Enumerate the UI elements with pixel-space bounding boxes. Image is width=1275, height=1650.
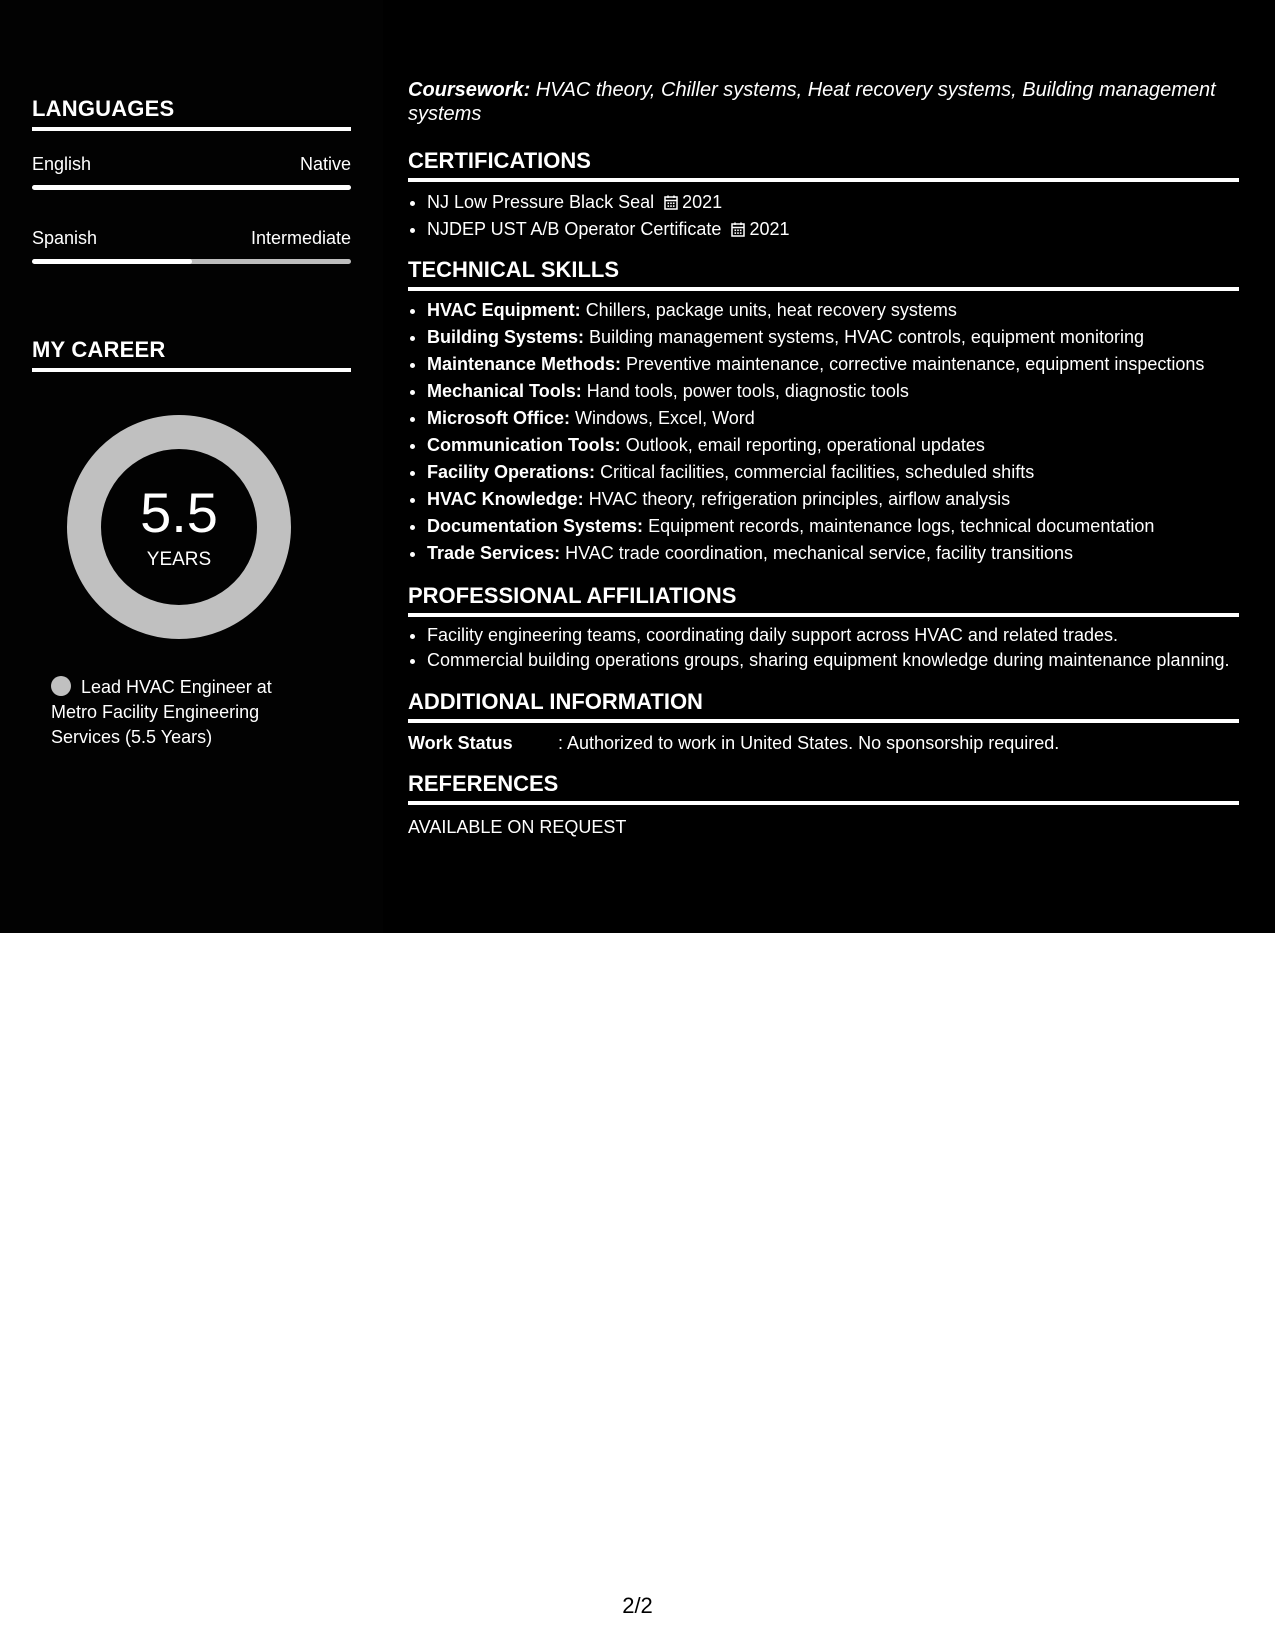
skill-item: [427, 351, 1239, 378]
skill-text: Chillers, package units, heat recovery systems: [585, 300, 957, 320]
additional-info-section: [408, 689, 1239, 755]
skill-item: [427, 324, 1239, 351]
career-entry-text: Lead HVAC Engineer at Metro Facility Engineering Services (5.5 Years): [51, 677, 272, 747]
certifications-list: [408, 189, 1239, 243]
skill-label: Documentation Systems:: [427, 516, 644, 536]
certification-name: NJ Low Pressure Black Seal: [427, 192, 655, 212]
language-bar-fill: [32, 259, 192, 264]
skill-text: Critical facilities, commercial facilities, scheduled shifts: [600, 462, 1035, 482]
references-section: [408, 771, 1239, 839]
certification-item: [427, 189, 1239, 216]
affiliations-list: [408, 623, 1239, 673]
career-years-unit: YEARS: [146, 549, 212, 570]
language-row-english: [32, 152, 351, 176]
skill-item: [427, 513, 1239, 540]
certification-year: 2021: [749, 219, 790, 239]
work-status-value: : Authorized to work in United States. No sponsorship required.: [558, 733, 1060, 753]
skill-text: Preventive maintenance, corrective maintenance, equipment inspections: [626, 354, 1205, 374]
affiliation-item: • Facility engineering teams, coordinating daily support across HVAC and related trades.: [427, 623, 1239, 648]
references-heading: REFERENCES: [408, 771, 1239, 805]
work-status-row: [408, 731, 1239, 755]
main-content: [408, 78, 1239, 839]
skill-label: Trade Services:: [427, 543, 561, 563]
technical-skills-heading: TECHNICAL SKILLS: [408, 257, 1239, 291]
certifications-heading: CERTIFICATIONS: [408, 148, 1239, 182]
skill-text: Hand tools, power tools, diagnostic tools: [586, 381, 909, 401]
skill-item: [427, 459, 1239, 486]
technical-skills-list: [408, 297, 1239, 567]
skill-label: Mechanical Tools:: [427, 381, 582, 401]
career-years-value: 5.5: [140, 481, 218, 544]
skill-text: Windows, Excel, Word: [575, 408, 755, 428]
technical-skills-section: [408, 257, 1239, 567]
skill-label: HVAC Equipment:: [427, 300, 581, 320]
career-heading: MY CAREER: [32, 337, 351, 372]
skill-item: [427, 297, 1239, 324]
language-bar-fill: [32, 185, 351, 190]
language-bar-english: [32, 185, 351, 190]
career-entry: [51, 675, 311, 750]
language-level: Intermediate: [250, 228, 351, 248]
language-bar-spanish: [32, 259, 351, 264]
skill-item: [427, 378, 1239, 405]
skill-label: Communication Tools:: [427, 435, 621, 455]
page-number: 2/2: [622, 1593, 653, 1618]
bullet-dot-icon: [51, 676, 71, 696]
skill-label: Facility Operations:: [427, 462, 596, 482]
work-status-label: Work Status: [408, 733, 513, 753]
language-name: English: [32, 154, 92, 174]
skill-text: HVAC theory, refrigeration principles, airflow analysis: [588, 489, 1011, 509]
skill-item: [427, 405, 1239, 432]
skill-item: [427, 432, 1239, 459]
language-row-spanish: [32, 226, 351, 250]
skill-item: [427, 540, 1239, 567]
skill-label: Microsoft Office:: [427, 408, 571, 428]
coursework-label: Coursework:: [408, 79, 531, 101]
calendar-icon: [664, 195, 678, 210]
skill-text: Equipment records, maintenance logs, technical documentation: [648, 516, 1155, 536]
certification-year: 2021: [682, 192, 723, 212]
skill-label: Building Systems:: [427, 327, 585, 347]
additional-info-heading: ADDITIONAL INFORMATION: [408, 689, 1239, 723]
career-section: [32, 337, 351, 372]
certification-name: NJDEP UST A/B Operator Certificate: [427, 219, 722, 239]
skill-item: [427, 486, 1239, 513]
sidebar: [0, 0, 383, 933]
affiliations-section: [408, 583, 1239, 673]
skill-text: HVAC trade coordination, mechanical service, facility transitions: [565, 543, 1073, 563]
coursework: [408, 78, 1239, 126]
certifications-section: [408, 148, 1239, 243]
language-name: Spanish: [32, 228, 98, 248]
language-level: Native: [299, 154, 351, 174]
career-years-donut: [67, 415, 291, 639]
certification-item: [427, 216, 1239, 243]
affiliations-heading: PROFESSIONAL AFFILIATIONS: [408, 583, 1239, 617]
skill-text: Building management systems, HVAC controls, equipment monitoring: [589, 327, 1144, 347]
languages-heading: LANGUAGES: [32, 96, 351, 131]
skill-label: Maintenance Methods:: [427, 354, 622, 374]
skill-label: HVAC Knowledge:: [427, 489, 584, 509]
coursework-text: HVAC theory, Chiller systems, Heat recovery systems, Building management systems: [408, 79, 1216, 125]
languages-section: [32, 96, 351, 264]
calendar-icon: [731, 222, 745, 237]
references-text: AVAILABLE ON REQUEST: [408, 817, 627, 837]
skill-text: Outlook, email reporting, operational updates: [625, 435, 985, 455]
affiliation-item: • Commercial building operations groups, sharing equipment knowledge during maintenance planning.: [427, 648, 1239, 673]
